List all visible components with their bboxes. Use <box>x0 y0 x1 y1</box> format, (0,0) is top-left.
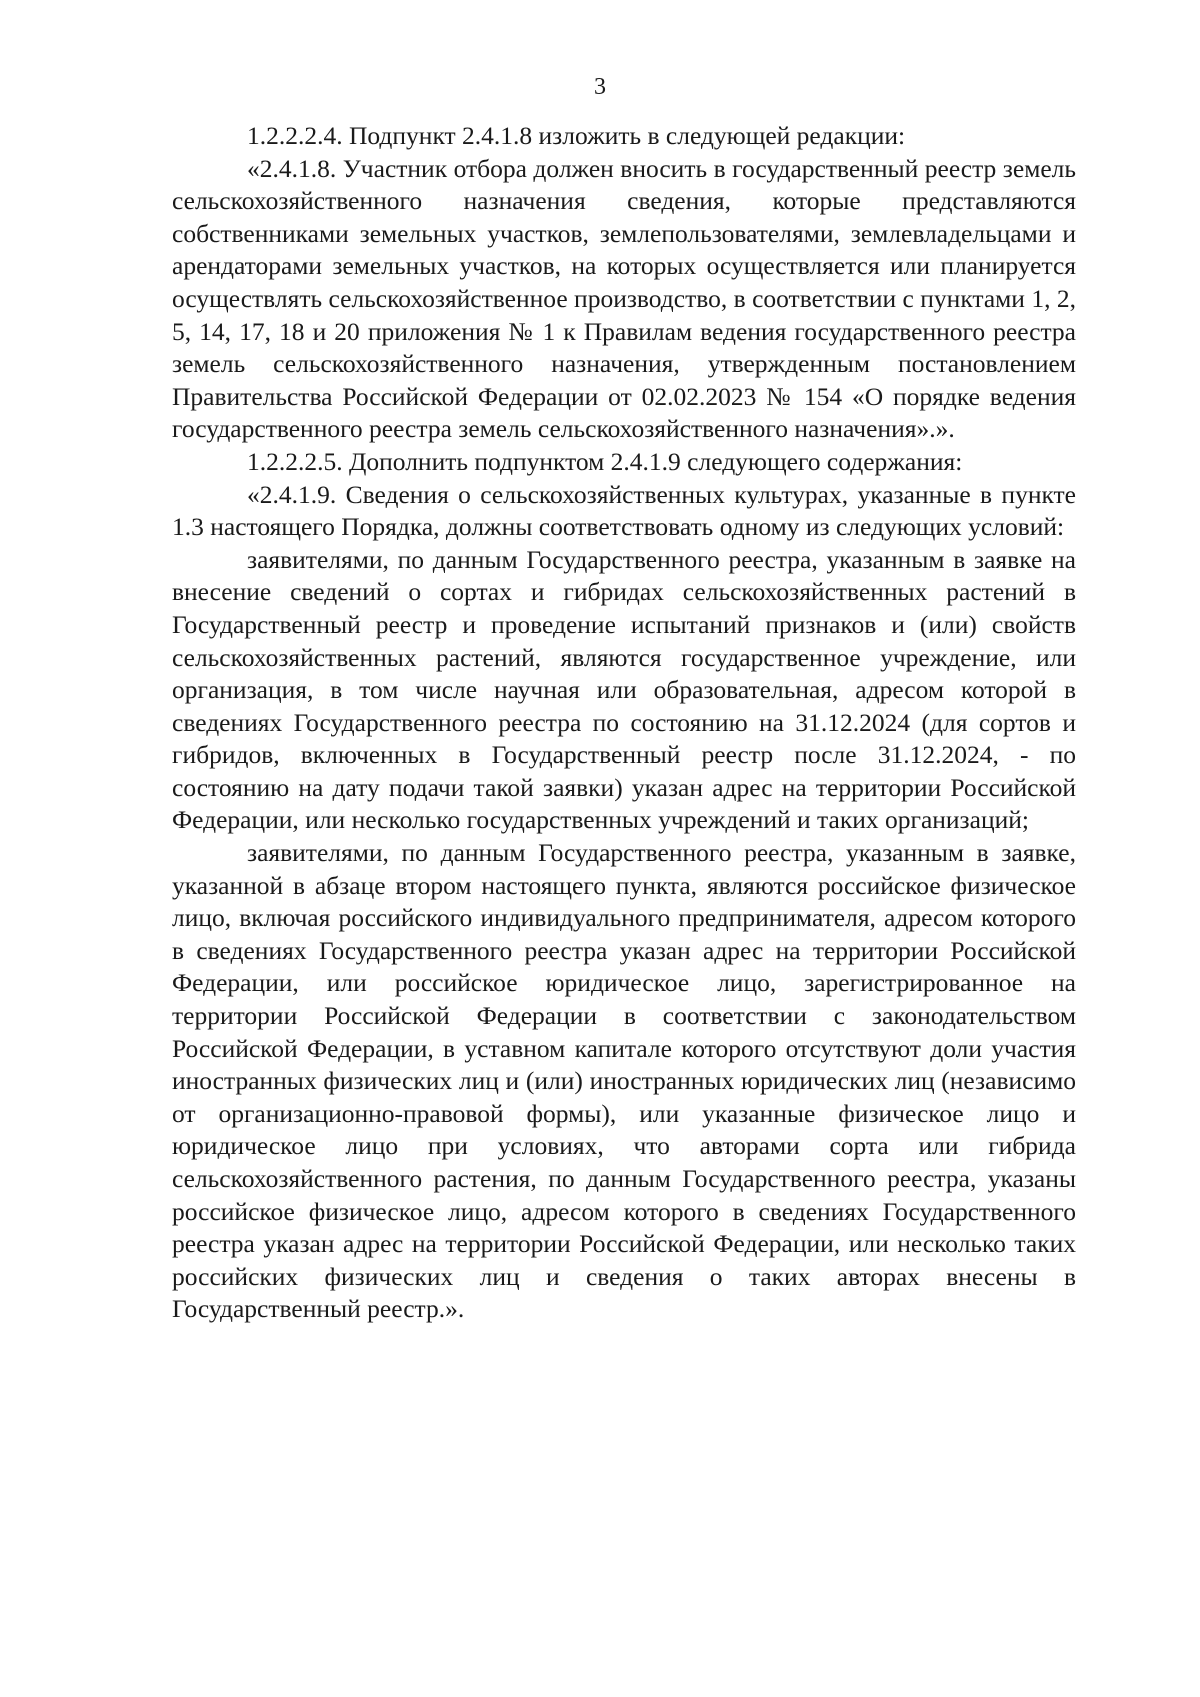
paragraph-condition-1: заявителями, по данным Государственного реестра, указанным в заявке на внесение сведений о сортах и гибридах сельскохозяйственных растений в Государственный реестр и проведение испытаний признаков и (или) свойств сельскохозяйственных растений, являются государственное учреждение, или организация, в том числе научная или образовательная, адресом которой в сведениях Государственного реестра по состоянию на 31.12.2024 (для сортов и гибридов, включенных в Государственный реестр после 31.12.2024, - по состоянию на дату подачи такой заявки) указан адрес на территории Российской Федерации, или несколько государственных учреждений и таких организаций; <box>172 544 1076 835</box>
paragraph-amendment-2-4-1-9-heading: 1.2.2.2.5. Дополнить подпунктом 2.4.1.9 следующего содержания: <box>247 446 963 476</box>
paragraph-2-4-1-9-intro: «2.4.1.9. Сведения о сельскохозяйственных культурах, указанные в пункте 1.3 настоящего Порядка, должны соответствовать одному из следующих условий: <box>172 479 1076 542</box>
paragraph-2-4-1-8-text: «2.4.1.8. Участник отбора должен вносить в государственный реестр земель сельскохозяйственного назначения сведения, которые представляются собственниками земельных участков, землепользователями, землевладельцами и арендаторами земельных участков, на которых осуществляется или планируется осуществлять сельскохозяйственное производство, в соответствии с пунктами 1, 2, 5, 14, 17, 18 и 20 приложения № 1 к Правилам ведения государственного реестра земель сельскохозяйственного назначения, утвержденным постановлением Правительства Российской Федерации от 02.02.2023 № 154 «О порядке ведения государственного реестра земель сельскохозяйственного назначения».». <box>172 153 1076 444</box>
paragraph-condition-2: заявителями, по данным Государственного реестра, указанным в заявке, указанной в абзаце втором настоящего пункта, являются российское физическое лицо, включая российского индивидуального предпринимателя, адресом которого в сведениях Государственного реестра указан адрес на территории Российской Федерации, или российское юридическое лицо, зарегистрированное на территории Российской Федерации в соответствии с законодательством Российской Федерации, в уставном капитале которого отсутствуют доли участия иностранных физических лиц и (или) иностранных юридических лиц (независимо от организационно-правовой формы), или указанные физическое лицо и юридическое лицо при условиях, что авторами сорта или гибрида сельскохозяйственного растения, по данным Государственного реестра, указаны российское физическое лицо, адресом которого в сведениях Государственного реестра указан адрес на территории Российской Федерации, или несколько таких российских физических лиц и сведения о таких авторах внесены в Государственный реестр.». <box>172 838 1076 1324</box>
paragraph-amendment-2-4-1-8-heading: 1.2.2.2.4. Подпункт 2.4.1.8 изложить в следующей редакции: <box>247 121 906 150</box>
page-number: 3 <box>594 74 606 100</box>
document-body <box>172 120 1076 1326</box>
